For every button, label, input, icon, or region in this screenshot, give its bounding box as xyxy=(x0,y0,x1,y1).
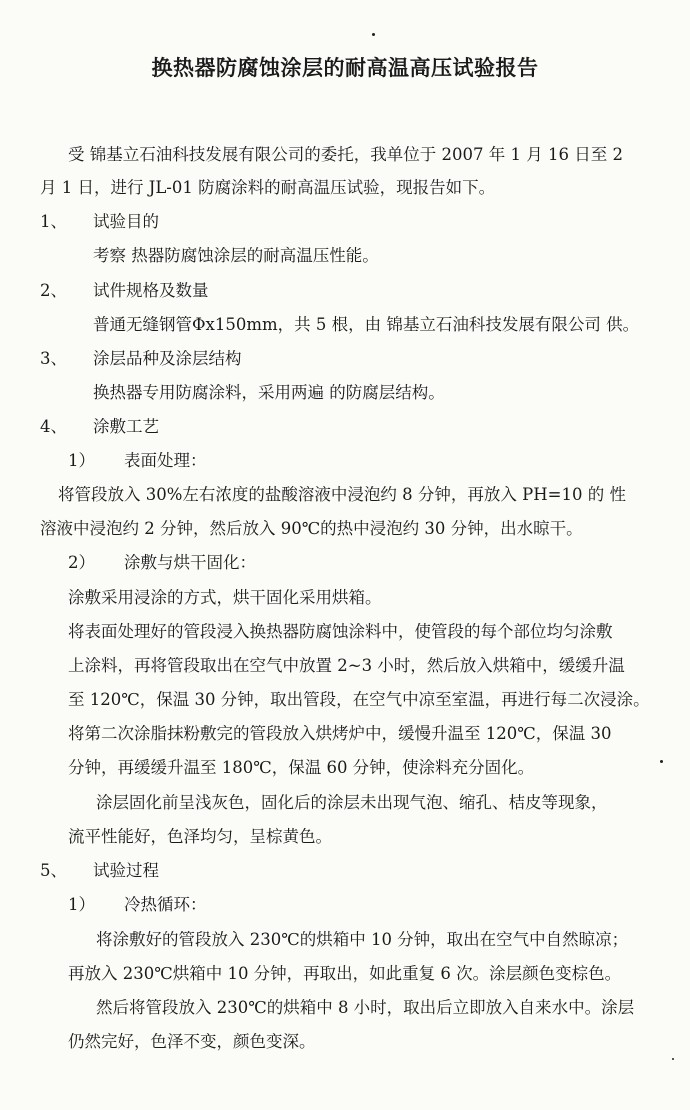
report-title: 换热器防腐蚀涂层的耐高温高压试验报告 xyxy=(151,56,539,80)
section-5-sub-1-heading: 冷热循环： xyxy=(124,895,207,914)
section-4-para-10: 流平性能好，色泽均匀，呈棕黄色。 xyxy=(68,827,332,846)
section-4-para-5: 上涂料，再将管段取出在空气中放置 2~3 小时，然后放入烘箱中，缓缓升温 xyxy=(68,656,625,675)
scan-speck xyxy=(672,1058,674,1060)
section-4-sub-2-heading: 涂敷与烘干固化： xyxy=(124,553,256,572)
scan-speck xyxy=(372,33,375,36)
section-4-para-7: 将第二次涂脂抹粉敷完的管段放入烘烤炉中，缓慢升温至 120℃，保温 30 xyxy=(68,724,612,743)
section-4-number: 4、 xyxy=(40,417,67,436)
section-4-para-1: 将管段放入 30%左右浓度的盐酸溶液中浸泡约 8 分钟，再放入 PH=10 的 性 xyxy=(58,485,626,504)
section-4-para-2: 溶液中浸泡约 2 分钟，然后放入 90℃的热中浸泡约 30 分钟，出水晾干。 xyxy=(40,519,583,538)
section-3-heading: 涂层品种及涂层结构 xyxy=(93,349,242,368)
section-5-para-4: 仍然完好，色泽不变，颜色变深。 xyxy=(68,1032,316,1051)
section-4-para-8: 分钟，再缓缓升温至 180℃，保温 60 分钟，使涂料充分固化。 xyxy=(68,758,535,777)
section-2-heading: 试件规格及数量 xyxy=(93,281,209,300)
section-4-sub-2-number: 2） xyxy=(68,553,95,572)
section-4-sub-1-heading: 表面处理： xyxy=(124,451,207,470)
section-5-sub-1-number: 1） xyxy=(68,895,95,914)
section-4-para-9: 涂层固化前呈浅灰色，固化后的涂层未出现气泡、缩孔、桔皮等现象， xyxy=(96,793,608,812)
section-5-heading: 试验过程 xyxy=(93,861,159,880)
section-5-para-1: 将涂敷好的管段放入 230℃的烘箱中 10 分钟，取出在空气中自然晾凉； xyxy=(96,930,629,949)
section-3-number: 3、 xyxy=(40,349,67,368)
section-2-number: 2、 xyxy=(40,281,67,300)
section-4-para-4: 将表面处理好的管段浸入换热器防腐蚀涂料中，使管段的每个部位均匀涂敷 xyxy=(68,622,613,641)
section-2-body: 普通无缝钢管Φx150mm，共 5 根，由 锦基立石油科技发展有限公司 供。 xyxy=(93,315,640,334)
intro-line-1: 受 锦基立石油科技发展有限公司的委托，我单位于 2007 年 1 月 16 日至 2 xyxy=(68,145,623,164)
scan-speck xyxy=(660,760,663,763)
section-1-heading: 试验目的 xyxy=(93,212,159,231)
section-1-body: 考察 热器防腐蚀涂层的耐高温压性能。 xyxy=(93,246,379,265)
section-5-para-2: 再放入 230℃烘箱中 10 分钟，再取出，如此重复 6 次。涂层颜色变棕色。 xyxy=(68,964,622,983)
section-4-para-6: 至 120℃，保温 30 分钟，取出管段，在空气中凉至室温，再进行每二次浸涂。 xyxy=(68,690,650,709)
section-4-sub-1-number: 1） xyxy=(68,451,95,470)
section-3-body: 换热器专用防腐涂料，采用两遍 的防腐层结构。 xyxy=(93,383,445,402)
section-4-heading: 涂敷工艺 xyxy=(93,417,159,436)
section-5-para-3: 然后将管段放入 230℃的烘箱中 8 小时，取出后立即放入自来水中。涂层 xyxy=(96,998,635,1017)
section-4-para-3: 涂敷采用浸涂的方式，烘干固化采用烘箱。 xyxy=(68,588,382,607)
section-1-number: 1、 xyxy=(40,212,67,231)
section-5-number: 5、 xyxy=(40,861,67,880)
intro-line-2: 月 1 日，进行 JL-01 防腐涂料的耐高温压试验，现报告如下。 xyxy=(40,178,496,197)
